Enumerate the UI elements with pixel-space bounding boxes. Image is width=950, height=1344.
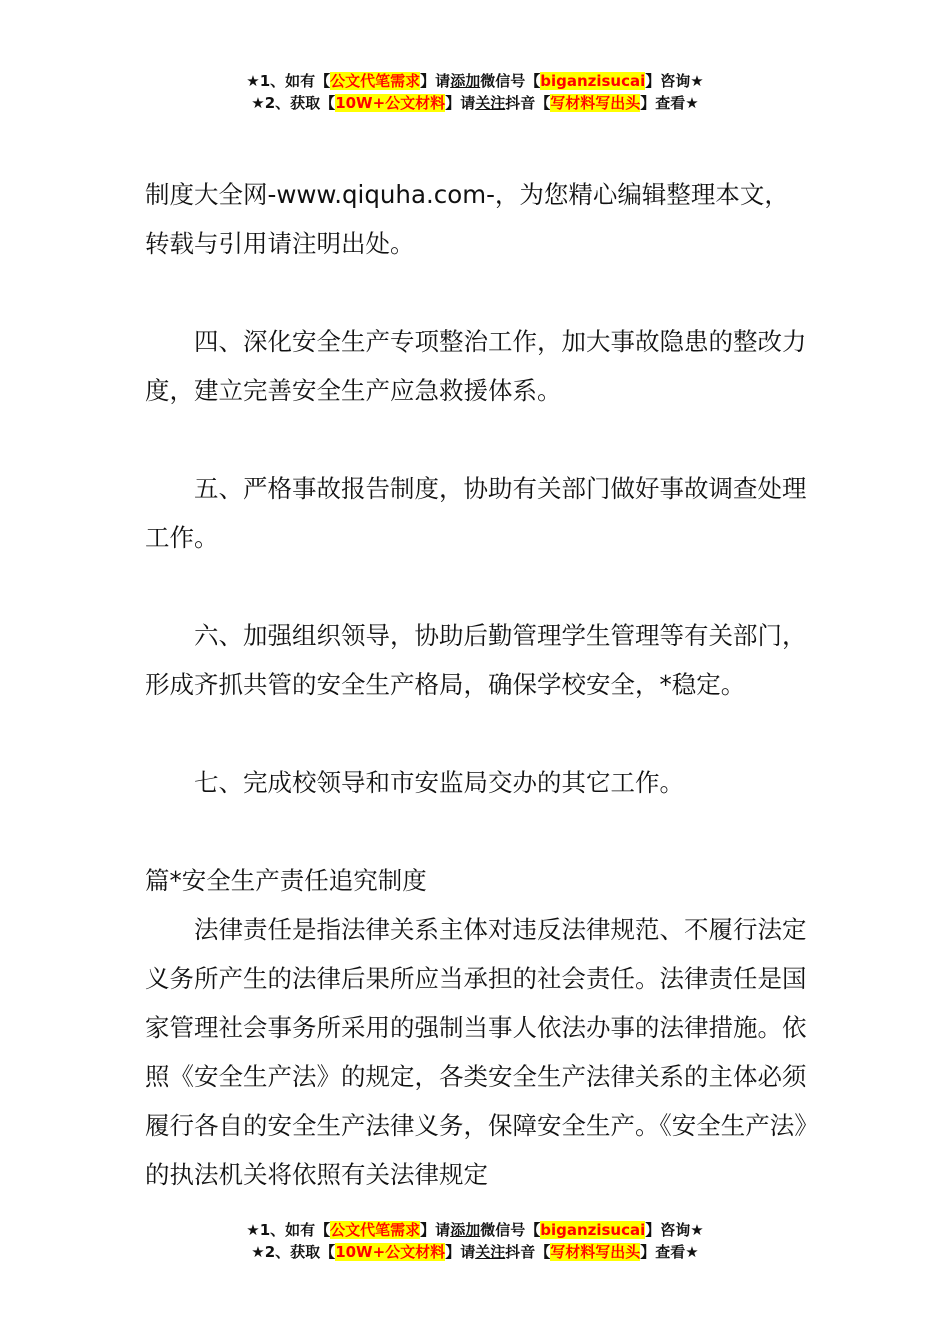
banner-text: 】查看★ <box>640 94 699 112</box>
item-5-paragraph: 五、严格事故报告制度，协助有关部门做好事故调查处理工作。 <box>145 474 807 552</box>
banner-highlight: biganzisucai <box>540 72 646 90</box>
banner-text: ★1、如有【 <box>246 1221 331 1239</box>
section-title: 篇*安全生产责任追究制度 <box>145 866 427 895</box>
banner-line-2 <box>0 1241 950 1263</box>
banner-text: 】咨询★ <box>645 1221 704 1239</box>
banner-text: ★1、如有【 <box>246 72 331 90</box>
banner-line-2 <box>0 92 950 114</box>
banner-text: ★2、获取【 <box>251 1243 336 1261</box>
header-banner <box>0 70 950 114</box>
item-4-paragraph: 四、深化安全生产专项整治工作，加大事故隐患的整改力度，建立完善安全生产应急救援体系。 <box>145 327 807 405</box>
banner-highlight: 写材料写出头 <box>550 1243 641 1261</box>
banner-highlight: 写材料写出头 <box>550 94 641 112</box>
item-6-paragraph: 六、加强组织领导，协助后勤管理学生管理等有关部门，形成齐抓共管的安全生产格局，确保学校安全，*稳定。 <box>145 621 807 699</box>
document-body <box>145 170 809 1199</box>
banner-text: 抖音【 <box>505 94 551 112</box>
banner-highlight: 公文代笔需求 <box>330 1221 421 1239</box>
banner-highlight: biganzisucai <box>540 1221 646 1239</box>
body-paragraph: 法律责任是指法律关系主体对违反法律规范、不履行法定义务所产生的法律后果所应当承担的社会责任。法律责任是国家管理社会事务所采用的强制当事人依法办事的法律措施。依照《安全生产法》的规定，各类安全生产法律关系的主体必须履行各自的安全生产法律义务，保障安全生产。《安全生产法》的执法机关将依照有关法律规定 <box>145 915 807 1189</box>
banner-line-1 <box>0 70 950 92</box>
banner-text: 】查看★ <box>640 1243 699 1261</box>
banner-text: 】请 <box>420 1221 451 1239</box>
banner-text: 微信号【 <box>480 1221 541 1239</box>
item-7-paragraph: 七、完成校领导和市安监局交办的其它工作。 <box>194 768 684 797</box>
banner-underline-text: 关注 <box>475 94 506 112</box>
banner-text: 】请 <box>445 94 476 112</box>
banner-highlight: 10W+公文材料 <box>335 1243 446 1261</box>
banner-text: 】请 <box>420 72 451 90</box>
banner-underline-text: 添加 <box>450 72 481 90</box>
banner-underline-text: 添加 <box>450 1221 481 1239</box>
banner-highlight: 10W+公文材料 <box>335 94 446 112</box>
banner-line-1 <box>0 1219 950 1241</box>
banner-text: 微信号【 <box>480 72 541 90</box>
banner-text: ★2、获取【 <box>251 94 336 112</box>
banner-underline-text: 关注 <box>475 1243 506 1261</box>
intro-paragraph: 制度大全网-www.qiquha.com-，为您精心编辑整理本文，转载与引用请注明出处。 <box>145 180 789 258</box>
banner-text: 】请 <box>445 1243 476 1261</box>
banner-text: 抖音【 <box>505 1243 551 1261</box>
banner-highlight: 公文代笔需求 <box>330 72 421 90</box>
footer-banner <box>0 1219 950 1263</box>
banner-text: 】咨询★ <box>645 72 704 90</box>
